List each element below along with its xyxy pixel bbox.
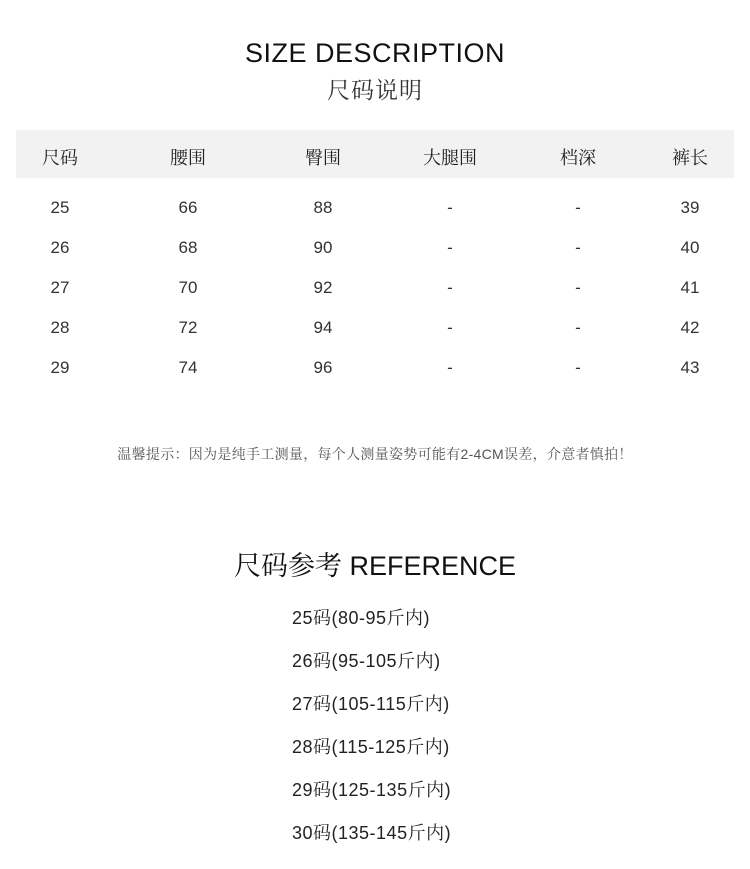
table-cell: 39 (680, 198, 700, 217)
column-header-hip: 臀围 (305, 148, 341, 168)
table-row (16, 228, 734, 268)
reference-list (292, 600, 592, 858)
column-header-thigh: 大腿围 (423, 148, 477, 168)
table-cell: 42 (680, 318, 700, 337)
table-cell: - (575, 238, 581, 257)
table-cell: 29 (50, 358, 70, 377)
table-cell: - (447, 238, 453, 257)
table-cell: 41 (680, 278, 700, 297)
table-cell: 72 (178, 318, 198, 337)
table-cell: 27 (50, 278, 70, 297)
list-item: 25码(80-95斤内) (292, 608, 431, 628)
table-cell: 68 (178, 238, 198, 257)
size-table (16, 130, 734, 398)
table-cell: 70 (178, 278, 198, 297)
table-cell: - (575, 318, 581, 337)
list-item: 26码(95-105斤内) (292, 651, 441, 671)
table-cell: 94 (313, 318, 333, 337)
column-header-length: 裤长 (672, 148, 708, 168)
table-cell: 26 (50, 238, 70, 257)
page-title-cn: 尺码说明 (327, 77, 423, 103)
table-cell: 88 (313, 198, 333, 217)
table-row (16, 268, 734, 308)
table-cell: 74 (178, 358, 198, 377)
table-cell: - (447, 198, 453, 217)
reference-title: 尺码参考 REFERENCE (233, 551, 517, 581)
table-cell: - (575, 358, 581, 377)
list-item: 29码(125-135斤内) (292, 780, 452, 800)
table-cell: 28 (50, 318, 70, 337)
table-row (16, 188, 734, 228)
table-cell: - (575, 198, 581, 217)
column-header-waist: 腰围 (170, 148, 206, 168)
table-cell: 90 (313, 238, 333, 257)
column-header-size: 尺码 (42, 148, 78, 168)
table-cell: - (447, 278, 453, 297)
table-cell: - (447, 318, 453, 337)
list-item: 27码(105-115斤内) (292, 694, 450, 714)
measurement-note: 温馨提示：因为是纯手工测量，每个人测量姿势可能有2-4CM误差，介意者慎拍！ (117, 446, 633, 462)
table-body (16, 178, 734, 398)
column-header-rise: 档深 (560, 148, 596, 168)
table-cell: - (447, 358, 453, 377)
table-cell: 92 (313, 278, 333, 297)
list-item: 30码(135-145斤内) (292, 823, 452, 843)
table-row (16, 348, 734, 388)
table-cell: 40 (680, 238, 700, 257)
table-cell: 25 (50, 198, 70, 217)
table-header-row (16, 130, 734, 178)
page-title-en: SIZE DESCRIPTION (244, 38, 506, 68)
table-row (16, 308, 734, 348)
list-item: 28码(115-125斤内) (292, 737, 450, 757)
table-cell: 43 (680, 358, 700, 377)
table-cell: 66 (178, 198, 198, 217)
table-cell: - (575, 278, 581, 297)
table-cell: 96 (313, 358, 333, 377)
